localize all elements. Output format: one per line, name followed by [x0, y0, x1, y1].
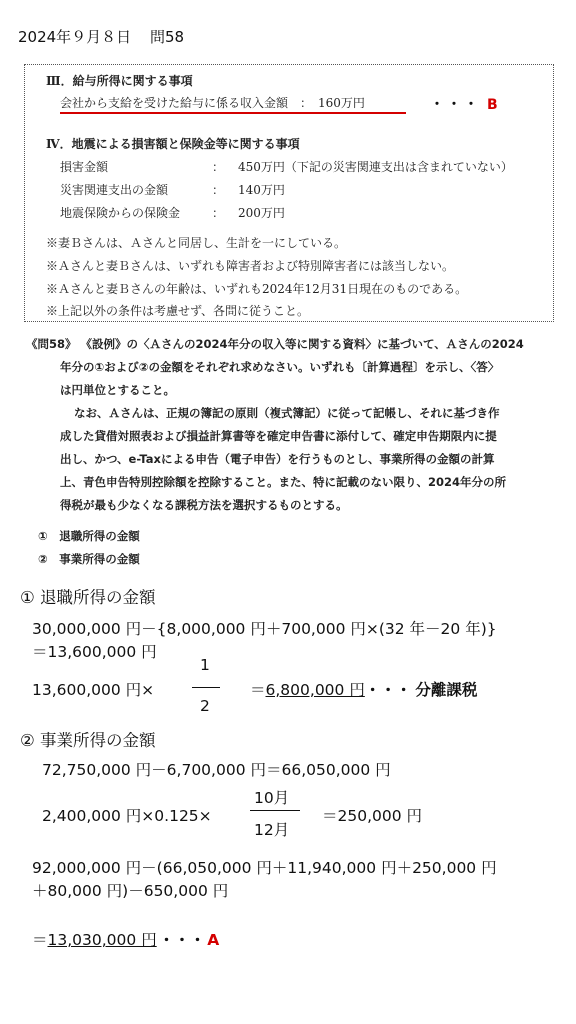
- row-damage-sep: ：: [212, 160, 225, 174]
- row-disaster-sep: ：: [212, 183, 225, 197]
- page-header: [18, 26, 184, 47]
- note-3: ※Ａさんと妻Ｂさんの年齢は、いずれも2024年12月31日現在のものである。: [46, 282, 468, 296]
- month-fraction-bar: [250, 810, 300, 811]
- question-line-7: 上、青色申告特別控除額を控除すること。また、特に記載のない限り、2024年分の所: [60, 475, 507, 489]
- answer2-line2-result: ＝250,000 円: [322, 807, 423, 825]
- row-insurance-label: 地震保険からの保険金: [60, 206, 181, 220]
- red-underline: [60, 112, 406, 114]
- answer1-line1: 30,000,000 円－{8,000,000 円＋700,000 円×(32 年－20 年)}: [32, 620, 497, 638]
- answer1-result: ＝6,800,000 円・・・ 分離課税: [250, 681, 478, 699]
- row-damage-label: 損害金額: [60, 160, 109, 174]
- question-item-2: ② 事業所得の金額: [38, 552, 140, 566]
- fraction-denominator: 2: [200, 697, 210, 715]
- fraction-numerator: 1: [200, 656, 210, 674]
- note-1: ※妻Ｂさんは、Ａさんと同居し、生計を一にしている。: [46, 236, 347, 250]
- answer2-line2: 2,400,000 円×0.125×: [42, 807, 212, 825]
- row-insurance-value: 200万円: [238, 206, 285, 220]
- month-fraction-denominator: 12月: [254, 821, 290, 839]
- date-label: 2024年９月８日: [18, 28, 132, 46]
- row-disaster-label: 災害関連支出の金額: [60, 183, 169, 197]
- section3-title: Ⅲ．給与所得に関する事項: [46, 74, 193, 88]
- question-line-2: 年分の①および②の金額をそれぞれ求めなさい。いずれも〔計算過程〕を示し、〈答〉: [60, 360, 500, 374]
- row-damage-value: 450万円（下記の災害関連支出は含まれていない）: [238, 160, 513, 174]
- fraction-bar: [192, 687, 220, 688]
- question-line-3: は円単位とすること。: [60, 383, 175, 397]
- note-2: ※Ａさんと妻Ｂさんは、いずれも障害者および特別障害者には該当しない。: [46, 259, 455, 273]
- row-insurance-sep: ：: [212, 206, 225, 220]
- answer2-line1: 72,750,000 円－6,700,000 円＝66,050,000 円: [42, 761, 391, 779]
- question-line-5: 成した貸借対照表および損益計算書等を確定申告書に添付して、確定申告期限内に提: [60, 429, 497, 443]
- question-line-8: 得税が最も少なくなる課税方法を選択するものとする。: [60, 498, 348, 512]
- salary-income-item: 会社から支給を受けた給与に係る収入金額 ： 160万円: [60, 96, 365, 110]
- month-fraction-numerator: 10月: [254, 789, 290, 807]
- answer2-line4: ＋80,000 円)－650,000 円: [32, 882, 229, 900]
- note-4: ※上記以外の条件は考慮せず、各問に従うこと。: [46, 304, 310, 318]
- row-disaster-value: 140万円: [238, 183, 285, 197]
- answer2-result: ＝13,030,000 円 ・・・ A: [32, 931, 220, 949]
- question-line-6: 出し、かつ、e-Taxによる申告（電子申告）を行うものとし、事業所得の金額の計算: [60, 452, 495, 466]
- answer1-title: ① 退職所得の金額: [20, 588, 156, 607]
- answer2-title: ② 事業所得の金額: [20, 731, 156, 750]
- question-line-1: 《問58》 《設例》の〈Ａさんの2024年分の収入等に関する資料〉に基づいて、Ａさんの2024: [26, 337, 524, 351]
- answer1-line3: 13,600,000 円×: [32, 681, 155, 699]
- section4-title: Ⅳ．地震による損害額と保険金等に関する事項: [46, 137, 300, 151]
- question-item-1: ① 退職所得の金額: [38, 529, 140, 543]
- answer1-line2: ＝13,600,000 円: [32, 643, 157, 661]
- question-number: 問58: [149, 28, 185, 46]
- question-line-4: なお、Ａさんは、正規の簿記の原則（複式簿記）に従って記帳し、それに基づき作: [74, 406, 500, 420]
- marker-b: ・・・ B: [430, 97, 498, 113]
- answer2-line3: 92,000,000 円－(66,050,000 円＋11,940,000 円＋250,000 円: [32, 859, 497, 877]
